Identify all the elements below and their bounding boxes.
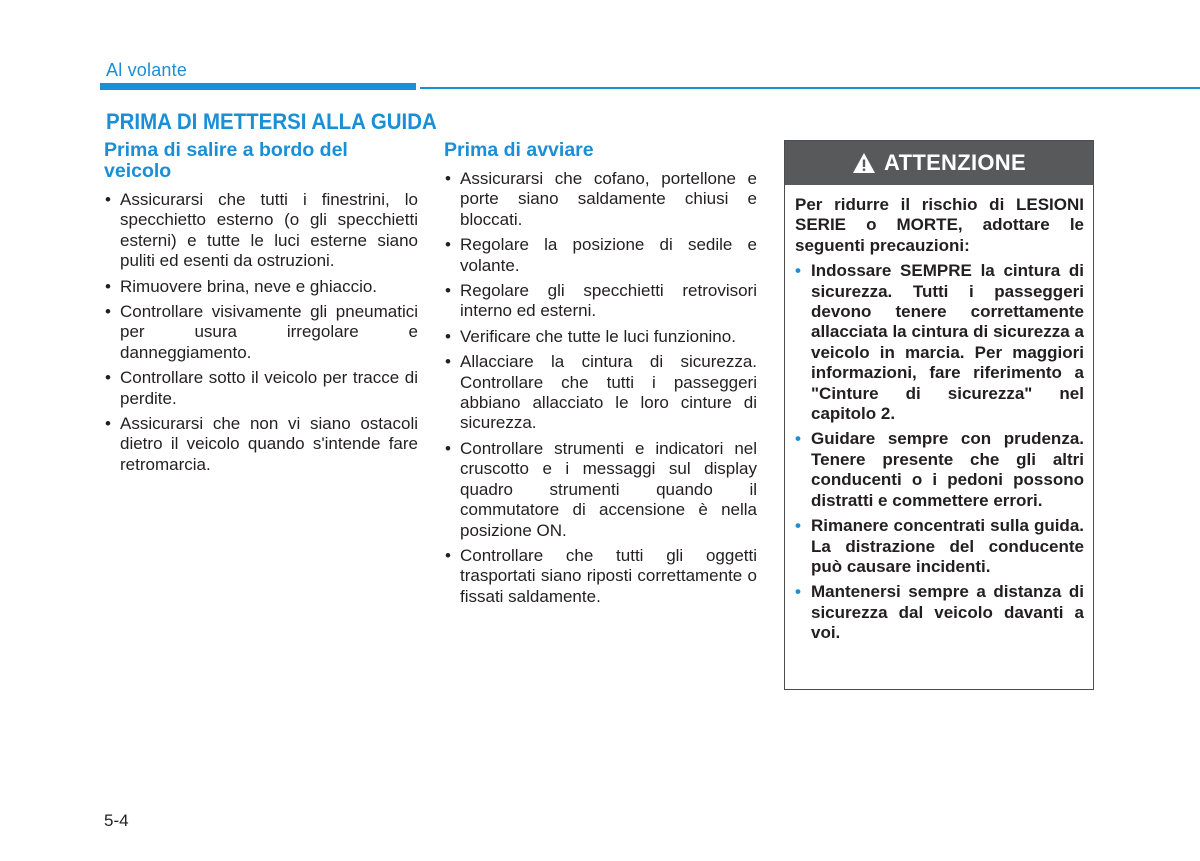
- warning-box: [784, 140, 1094, 690]
- page-title: PRIMA DI METTERSI ALLA GUIDA: [106, 109, 437, 134]
- left-bullet-list: [104, 190, 418, 475]
- warning-list: [795, 261, 1084, 643]
- page-number: 5-4: [104, 811, 129, 830]
- left-column: [104, 140, 418, 480]
- list-item: • Assicurarsi che cofano, portellone e porte siano saldamente chiusi e bloccati.: [444, 169, 757, 230]
- section-label: Al volante: [106, 60, 188, 80]
- list-item: • Controllare che tutti gli oggetti trasportati siano riposti correttamente o fissati saldamente.: [444, 546, 757, 607]
- list-item: • Controllare sotto il veicolo per tracce di perdite.: [104, 368, 418, 409]
- warning-body: [785, 185, 1093, 644]
- list-item: • Assicurarsi che tutti i finestrini, lo specchietto esterno (o gli specchietti esterni) e tutte le luci esterne siano puliti ed esenti da ostruzioni.: [104, 190, 418, 272]
- header-rule-thick: [100, 83, 416, 90]
- warning-item: • Mantenersi sempre a distanza di sicurezza dal veicolo davanti a voi.: [795, 582, 1084, 643]
- middle-bullet-list: [444, 169, 757, 607]
- middle-column-heading: Prima di avviare: [444, 139, 594, 161]
- list-item: • Rimuovere brina, neve e ghiaccio.: [104, 277, 418, 297]
- list-item: • Controllare strumenti e indicatori nel cruscotto e i messaggi sul display quadro strumenti quando il commutatore di accensione è nella posizione ON.: [444, 439, 757, 541]
- warning-item: • Guidare sempre con prudenza. Tenere presente che gli altri conducenti o i pedoni possono distratti e commettere errori.: [795, 429, 1084, 511]
- middle-column: [444, 140, 757, 612]
- list-item: • Regolare gli specchietti retrovisori interno ed esterni.: [444, 281, 757, 322]
- warning-item: • Indossare SEMPRE la cintura di sicurezza. Tutti i passeggeri devono tenere correttamente allacciata la cintura di sicurezza a veicolo in marcia. Per maggiori informazioni, fare riferimento a "Cinture di sicurezza" nel capitolo 2.: [795, 261, 1084, 424]
- warning-title: ATTENZIONE: [884, 150, 1026, 175]
- warning-header: [785, 141, 1093, 185]
- list-item: • Regolare la posizione di sedile e volante.: [444, 235, 757, 276]
- list-item: • Verificare che tutte le luci funzionino.: [444, 327, 757, 347]
- warning-item: • Rimanere concentrati sulla guida. La distrazione del conducente può causare incidenti.: [795, 516, 1084, 577]
- list-item: • Assicurarsi che non vi siano ostacoli dietro il veicolo quando s'intende fare retromarcia.: [104, 414, 418, 475]
- warning-triangle-icon: [852, 152, 876, 174]
- header-rule-thin: [420, 87, 1200, 89]
- list-item: • Allacciare la cintura di sicurezza. Controllare che tutti i passeggeri abbiano allacciato le loro cinture di sicurezza.: [444, 352, 757, 434]
- list-item: • Controllare visivamente gli pneumatici per usura irregolare e danneggiamento.: [104, 302, 418, 363]
- left-column-heading: Prima di salire a bordo del veicolo: [104, 139, 348, 182]
- warning-intro: Per ridurre il rischio di LESIONI SERIE o MORTE, adottare le seguenti precauzioni:: [795, 195, 1084, 255]
